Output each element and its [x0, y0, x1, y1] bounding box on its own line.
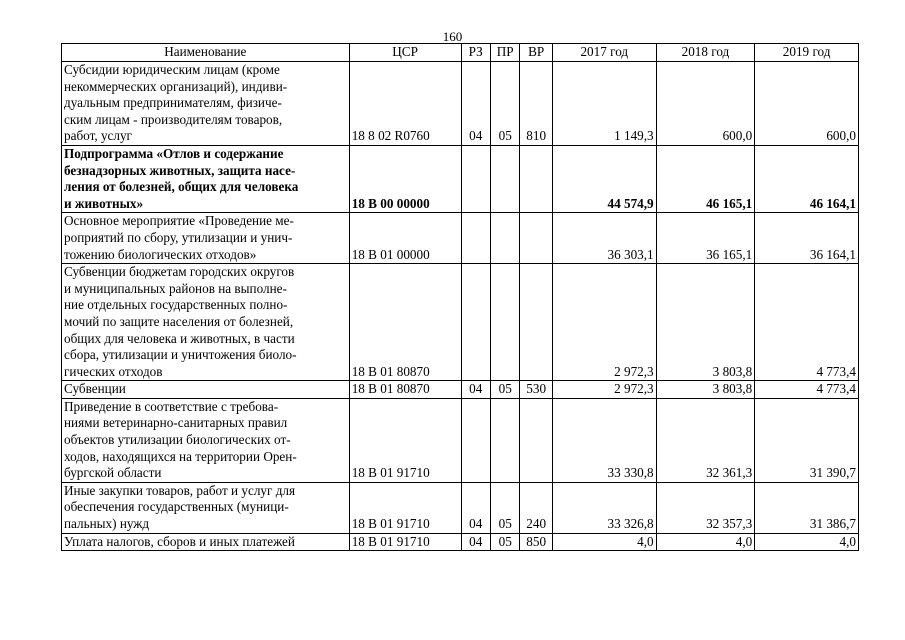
table-header-row [62, 44, 859, 62]
row-name-line: бургской области [64, 465, 162, 481]
header-csr: ЦСР [349, 44, 461, 62]
row-2019: 4 773,4 [755, 264, 859, 381]
row-2017: 2 972,3 [552, 264, 656, 381]
row-2019: 4 773,4 [755, 381, 859, 399]
row-pr: 05 [490, 381, 519, 399]
row-name-line: тожению биологических отходов» [64, 246, 257, 262]
row-name-line: Приведение в соответствие с требова- [64, 398, 279, 414]
table-row [62, 62, 859, 146]
row-2017: 44 574,9 [552, 145, 656, 212]
row-name-line: дуальным предпринимателям, физиче- [64, 95, 282, 111]
row-2017: 33 326,8 [552, 482, 656, 533]
row-name-line: Подпрограмма «Отлов и содержание [64, 145, 284, 161]
row-name-line: роприятий по сбору, утилизации и унич- [64, 229, 293, 245]
row-vr: 810 [520, 62, 553, 146]
table-row [62, 398, 859, 482]
row-name-line: ским лицам - производителям товаров, [64, 111, 283, 127]
row-rz [461, 264, 490, 381]
header-2019: 2019 год [755, 44, 859, 62]
header-rz: РЗ [461, 44, 490, 62]
row-2018: 36 165,1 [656, 213, 755, 264]
row-csr: 18 8 02 R0760 [349, 62, 461, 146]
table-row [62, 213, 859, 264]
row-name-line: Субвенции [64, 381, 126, 397]
row-name [62, 398, 350, 482]
row-name-line: ниями ветеринарно-санитарных правил [64, 415, 288, 431]
row-name-line: сбора, утилизации и уничтожения биоло- [64, 347, 297, 363]
row-2019: 4,0 [755, 533, 859, 551]
row-2018: 4,0 [656, 533, 755, 551]
table-row [62, 145, 859, 212]
row-name [62, 533, 350, 551]
row-2017: 36 303,1 [552, 213, 656, 264]
row-name-line: и животных» [64, 195, 144, 211]
row-csr: 18 В 01 80870 [349, 381, 461, 399]
row-2018: 3 803,8 [656, 264, 755, 381]
row-2019: 600,0 [755, 62, 859, 146]
row-vr [520, 145, 553, 212]
table-row [62, 533, 859, 551]
row-name-line: некоммерческих организаций), индиви- [64, 78, 288, 94]
row-vr: 850 [520, 533, 553, 551]
row-rz: 04 [461, 533, 490, 551]
row-pr: 05 [490, 62, 519, 146]
row-2018: 46 165,1 [656, 145, 755, 212]
row-name-line: ходов, находящихся на территории Орен- [64, 448, 297, 464]
row-pr [490, 398, 519, 482]
row-name-line: Уплата налогов, сборов и иных платежей [64, 533, 295, 549]
row-name-line: мочий по защите населения от болезней, [64, 313, 294, 329]
row-2018: 3 803,8 [656, 381, 755, 399]
row-name [62, 213, 350, 264]
row-csr: 18 В 01 91710 [349, 533, 461, 551]
row-vr [520, 264, 553, 381]
row-pr: 05 [490, 482, 519, 533]
header-2017: 2017 год [552, 44, 656, 62]
row-vr [520, 398, 553, 482]
row-rz [461, 398, 490, 482]
row-2017: 1 149,3 [552, 62, 656, 146]
row-2019: 31 386,7 [755, 482, 859, 533]
row-name-line: Субвенции бюджетам городских округов [64, 264, 295, 280]
row-rz: 04 [461, 381, 490, 399]
row-name-line: Основное мероприятие «Проведение ме- [64, 213, 294, 229]
row-name [62, 145, 350, 212]
budget-table [61, 43, 859, 551]
row-rz [461, 145, 490, 212]
row-2019: 46 164,1 [755, 145, 859, 212]
row-name-line: ние отдельных государственных полно- [64, 297, 288, 313]
row-name-line: общих для человека и животных, в части [64, 330, 295, 346]
header-pr: ПР [490, 44, 519, 62]
row-name-line: работ, услуг [64, 128, 132, 144]
row-rz: 04 [461, 482, 490, 533]
row-name-line: объектов утилизации биологических от- [64, 432, 291, 448]
row-name [62, 264, 350, 381]
row-2019: 36 164,1 [755, 213, 859, 264]
row-name [62, 381, 350, 399]
row-rz: 04 [461, 62, 490, 146]
table-row [62, 482, 859, 533]
row-pr [490, 213, 519, 264]
row-rz [461, 213, 490, 264]
row-csr: 18 В 01 80870 [349, 264, 461, 381]
header-2018: 2018 год [656, 44, 755, 62]
row-2018: 32 357,3 [656, 482, 755, 533]
row-name-line: пальных) нужд [64, 516, 150, 532]
row-2018: 32 361,3 [656, 398, 755, 482]
row-name-line: ления от болезней, общих для человека [64, 179, 299, 195]
row-name-line: Субсидии юридическим лицам (кроме [64, 62, 280, 77]
row-name [62, 482, 350, 533]
page-number: 160 [442, 29, 463, 44]
row-name-line: Иные закупки товаров, работ и услуг для [64, 482, 296, 498]
row-name-line: гических отходов [64, 363, 163, 379]
row-csr: 18 В 01 91710 [349, 398, 461, 482]
row-name [62, 62, 350, 146]
header-name: Наименование [62, 44, 350, 62]
row-2017: 4,0 [552, 533, 656, 551]
row-2017: 2 972,3 [552, 381, 656, 399]
header-vr: ВР [520, 44, 553, 62]
row-name-line: и муниципальных районов на выполне- [64, 280, 287, 296]
row-pr: 05 [490, 533, 519, 551]
row-2017: 33 330,8 [552, 398, 656, 482]
table-row [62, 264, 859, 381]
row-name-line: обеспечения государственных (муници- [64, 499, 289, 515]
row-vr: 240 [520, 482, 553, 533]
row-2018: 600,0 [656, 62, 755, 146]
row-name-line: безнадзорных животных, защита насе- [64, 162, 296, 178]
row-csr: 18 В 01 91710 [349, 482, 461, 533]
table-row [62, 381, 859, 399]
row-vr: 530 [520, 381, 553, 399]
row-2019: 31 390,7 [755, 398, 859, 482]
row-csr: 18 В 01 00000 [349, 213, 461, 264]
row-vr [520, 213, 553, 264]
row-pr [490, 145, 519, 212]
row-csr: 18 В 00 00000 [349, 145, 461, 212]
row-pr [490, 264, 519, 381]
